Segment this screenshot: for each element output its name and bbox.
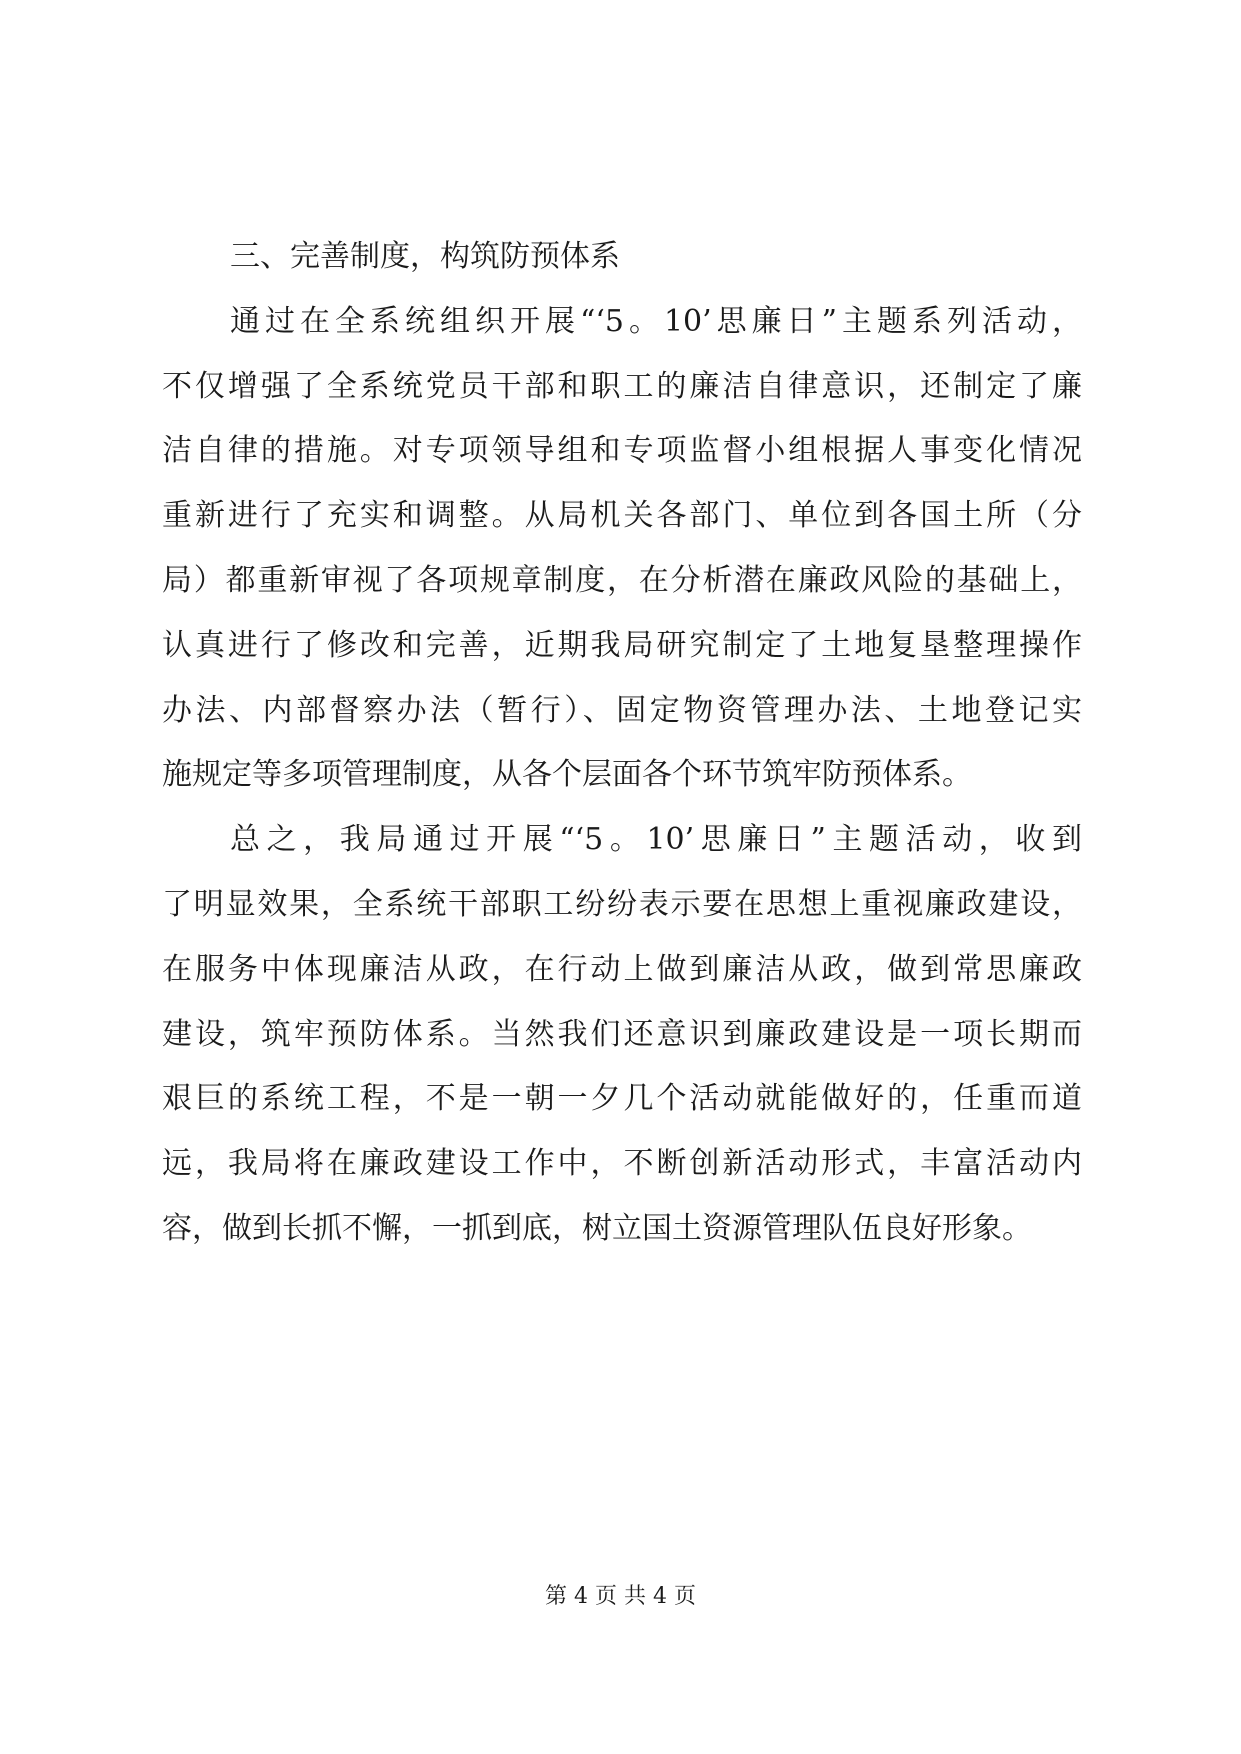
paragraph-line: 不仅增强了全系统党员干部和职工的廉洁自律意识，还制定了廉 (162, 368, 1082, 404)
paragraph-2 (162, 808, 1082, 1262)
paragraph-line: 办法、内部督察办法（暂行）、固定物资管理办法、土地登记实 (162, 692, 1082, 728)
paragraph-line: 了明显效果，全系统干部职工纷纷表示要在思想上重视廉政建设， (162, 886, 1082, 922)
page-number-footer: 第 4 页 共 4 页 (545, 1584, 696, 1609)
paragraph-1 (162, 290, 1082, 808)
paragraph-line: 洁自律的措施。对专项领导组和专项监督小组根据人事变化情况 (162, 433, 1082, 469)
paragraph-line: 局）都重新审视了各项规章制度，在分析潜在廉政风险的基础上， (162, 562, 1082, 598)
paragraph-line: 艰巨的系统工程，不是一朝一夕几个活动就能做好的，任重而道 (162, 1081, 1082, 1117)
paragraph-line: 通过在全系统组织开展“‘5。10’思廉日”主题系列活动， (230, 303, 1082, 339)
paragraph-line: 容，做到长抓不懈，一抓到底，树立国土资源管理队伍良好形象。 (162, 1210, 1032, 1246)
paragraph-line: 施规定等多项管理制度，从各个层面各个环节筑牢防预体系。 (162, 757, 972, 793)
paragraph-line: 总之，我局通过开展“‘5。10’思廉日”主题活动，收到 (230, 822, 1082, 858)
paragraph-line: 认真进行了修改和完善，近期我局研究制定了土地复垦整理操作 (162, 627, 1082, 663)
section-heading: 三、完善制度，构筑防预体系 (230, 239, 620, 274)
paragraph-line: 建设，筑牢预防体系。当然我们还意识到廉政建设是一项长期而 (162, 1016, 1082, 1052)
document-body (162, 225, 1082, 1262)
paragraph-line: 远，我局将在廉政建设工作中，不断创新活动形式，丰富活动内 (162, 1146, 1082, 1182)
paragraph-line: 在服务中体现廉洁从政，在行动上做到廉洁从政，做到常思廉政 (162, 951, 1082, 987)
paragraph-line: 重新进行了充实和调整。从局机关各部门、单位到各国土所（分 (162, 498, 1082, 534)
